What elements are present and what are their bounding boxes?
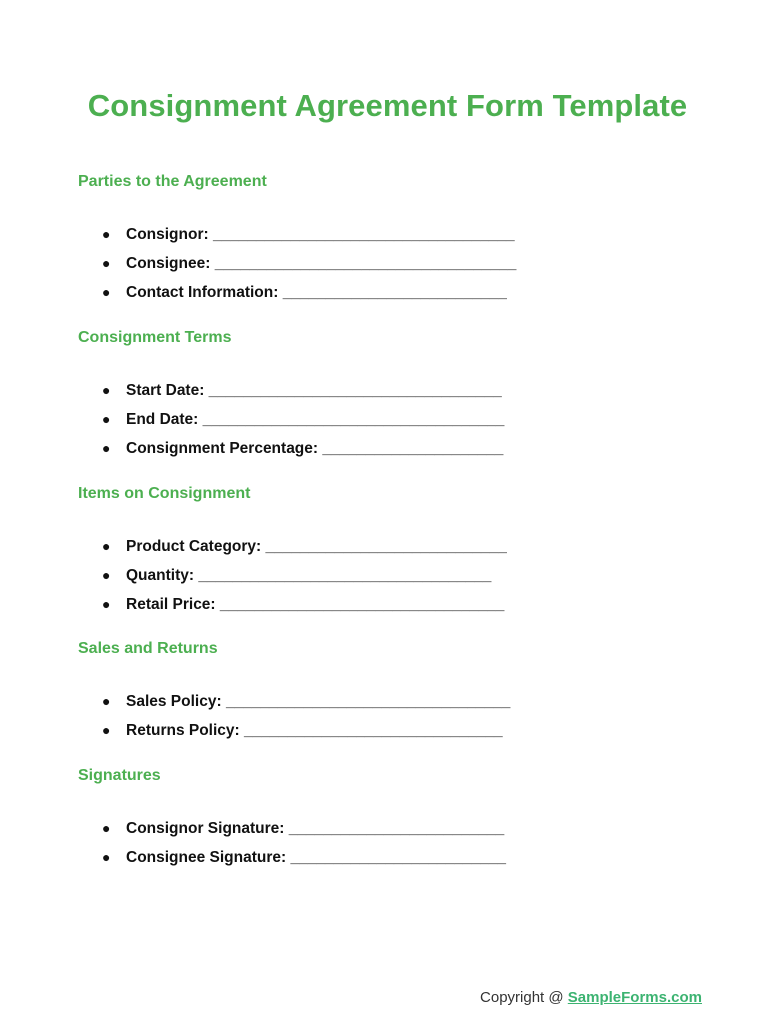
field-consignment-percentage[interactable] <box>78 434 718 463</box>
bullet-icon: ● <box>102 538 111 554</box>
section-consignment-terms <box>78 327 718 463</box>
field-label: End Date: ___________________________________ <box>126 411 505 428</box>
field-label: Returns Policy: ______________________________ <box>126 722 503 739</box>
field-sales-policy[interactable] <box>78 687 718 716</box>
document-title: Consignment Agreement Form Template <box>87 88 688 123</box>
bullet-icon: ● <box>102 820 111 836</box>
field-label: Sales Policy: _________________________________ <box>126 693 511 710</box>
field-list <box>78 814 718 872</box>
field-label: Product Category: ____________________________ <box>126 538 507 555</box>
field-label: Consignor: ___________________________________ <box>126 226 515 243</box>
bullet-icon: ● <box>102 284 111 300</box>
section-heading: Parties to the Agreement <box>78 173 267 190</box>
field-label: Consignee: ___________________________________ <box>126 255 517 272</box>
section-items-on-consignment <box>78 483 718 619</box>
field-start-date[interactable] <box>78 376 718 405</box>
field-product-category[interactable] <box>78 532 718 561</box>
field-label: Retail Price: _________________________________ <box>126 596 505 613</box>
bullet-icon: ● <box>102 255 111 271</box>
field-consignor[interactable] <box>78 220 718 249</box>
copyright-footer <box>480 989 702 1006</box>
field-label: Consignor Signature: _________________________ <box>126 820 505 837</box>
field-quantity[interactable] <box>78 561 718 590</box>
section-heading: Sales and Returns <box>78 640 218 657</box>
copyright-prefix: Copyright @ <box>480 989 568 1006</box>
field-list <box>78 220 718 307</box>
section-heading: Signatures <box>78 767 161 784</box>
bullet-icon: ● <box>102 596 111 612</box>
section-heading: Consignment Terms <box>78 329 232 346</box>
field-label: Contact Information: __________________________ <box>126 284 507 301</box>
section-parties <box>78 171 718 307</box>
bullet-icon: ● <box>102 693 111 709</box>
field-list <box>78 376 718 463</box>
section-signatures <box>78 765 718 872</box>
section-heading: Items on Consignment <box>78 485 251 502</box>
field-list <box>78 532 718 619</box>
field-consignee[interactable] <box>78 249 718 278</box>
section-sales-and-returns <box>78 638 718 745</box>
field-contact-information[interactable] <box>78 278 718 307</box>
bullet-icon: ● <box>102 440 111 456</box>
bullet-icon: ● <box>102 382 111 398</box>
field-label: Quantity: __________________________________ <box>126 567 492 584</box>
field-label: Consignment Percentage: _____________________ <box>126 440 504 457</box>
field-retail-price[interactable] <box>78 590 718 619</box>
bullet-icon: ● <box>102 849 111 865</box>
field-list <box>78 687 718 745</box>
field-end-date[interactable] <box>78 405 718 434</box>
bullet-icon: ● <box>102 567 111 583</box>
bullet-icon: ● <box>102 411 111 427</box>
field-consignor-signature[interactable] <box>78 814 718 843</box>
field-returns-policy[interactable] <box>78 716 718 745</box>
bullet-icon: ● <box>102 226 111 242</box>
field-consignee-signature[interactable] <box>78 843 718 872</box>
field-label: Consignee Signature: _________________________ <box>126 849 506 866</box>
brand-link[interactable]: SampleForms.com <box>567 989 702 1006</box>
bullet-icon: ● <box>102 722 111 738</box>
field-label: Start Date: __________________________________ <box>126 382 502 399</box>
